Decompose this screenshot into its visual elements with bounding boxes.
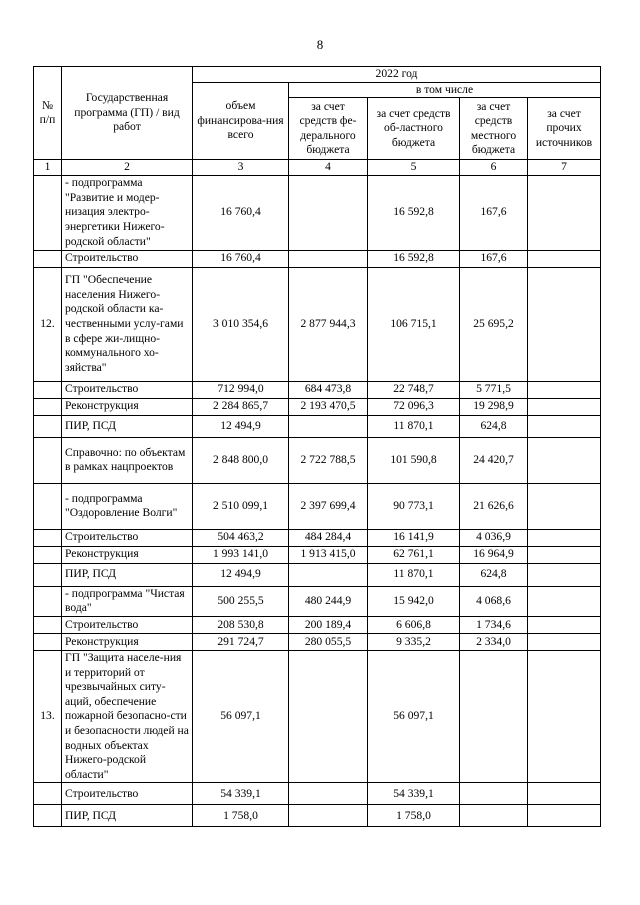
table-row xyxy=(34,529,601,546)
cell-other xyxy=(528,546,601,563)
row-number xyxy=(34,586,62,616)
header-local: за счет средств местного бюджета xyxy=(460,98,528,160)
row-name: - подпрограмма "Оздоровление Волги" xyxy=(62,483,193,529)
cell-total: 291 724,7 xyxy=(193,633,289,650)
header-num: № п/п xyxy=(34,67,62,160)
row-number xyxy=(34,546,62,563)
cell-total: 16 760,4 xyxy=(193,250,289,267)
cell-total: 2 848 800,0 xyxy=(193,437,289,483)
cell-total: 1 993 141,0 xyxy=(193,546,289,563)
column-number: 7 xyxy=(528,160,601,176)
cell-local: 167,6 xyxy=(460,250,528,267)
row-number xyxy=(34,805,62,827)
cell-local: 24 420,7 xyxy=(460,437,528,483)
cell-other xyxy=(528,586,601,616)
cell-local: 25 695,2 xyxy=(460,267,528,381)
header-other: за счет прочих источников xyxy=(528,98,601,160)
budget-table xyxy=(33,66,601,827)
cell-local: 21 626,6 xyxy=(460,483,528,529)
row-number xyxy=(34,381,62,398)
cell-local: 624,8 xyxy=(460,563,528,586)
cell-total: 2 284 865,7 xyxy=(193,398,289,415)
cell-federal: 2 397 699,4 xyxy=(289,483,368,529)
cell-regional: 54 339,1 xyxy=(368,783,460,805)
cell-other xyxy=(528,805,601,827)
cell-other xyxy=(528,563,601,586)
row-number xyxy=(34,633,62,650)
cell-federal: 1 913 415,0 xyxy=(289,546,368,563)
table-row xyxy=(34,616,601,633)
cell-federal: 2 877 944,3 xyxy=(289,267,368,381)
cell-regional: 1 758,0 xyxy=(368,805,460,827)
cell-regional: 16 592,8 xyxy=(368,175,460,250)
table-row xyxy=(34,175,601,250)
row-number xyxy=(34,616,62,633)
cell-regional: 72 096,3 xyxy=(368,398,460,415)
cell-other xyxy=(528,381,601,398)
row-name: Реконструкция xyxy=(62,398,193,415)
cell-federal xyxy=(289,563,368,586)
column-number: 5 xyxy=(368,160,460,176)
cell-local: 5 771,5 xyxy=(460,381,528,398)
header-year: 2022 год xyxy=(193,67,601,83)
column-number: 2 xyxy=(62,160,193,176)
row-number: 12. xyxy=(34,267,62,381)
row-name: Справочно: по объектам в рамках нацпроектов xyxy=(62,437,193,483)
table-row xyxy=(34,415,601,437)
cell-federal: 484 284,4 xyxy=(289,529,368,546)
table-row xyxy=(34,805,601,827)
table-row xyxy=(34,546,601,563)
cell-regional: 9 335,2 xyxy=(368,633,460,650)
table-row xyxy=(34,650,601,782)
table-row xyxy=(34,398,601,415)
row-name: Строительство xyxy=(62,381,193,398)
cell-local: 1 734,6 xyxy=(460,616,528,633)
cell-regional: 56 097,1 xyxy=(368,650,460,782)
column-number: 4 xyxy=(289,160,368,176)
table-row xyxy=(34,267,601,381)
cell-other xyxy=(528,398,601,415)
cell-local xyxy=(460,805,528,827)
cell-regional: 90 773,1 xyxy=(368,483,460,529)
table-row xyxy=(34,586,601,616)
cell-local xyxy=(460,650,528,782)
cell-other xyxy=(528,267,601,381)
header-including: в том числе xyxy=(289,82,601,98)
cell-other xyxy=(528,633,601,650)
cell-federal: 2 193 470,5 xyxy=(289,398,368,415)
row-name: ГП "Обеспечение населения Нижего-родской области ка-чественными услу-гами в сфере жи-лищно-коммунального хо-зяйства" xyxy=(62,267,193,381)
cell-total: 12 494,9 xyxy=(193,563,289,586)
row-number xyxy=(34,437,62,483)
cell-total: 208 530,8 xyxy=(193,616,289,633)
table-row xyxy=(34,783,601,805)
column-number: 3 xyxy=(193,160,289,176)
cell-federal xyxy=(289,415,368,437)
row-name: ПИР, ПСД xyxy=(62,563,193,586)
cell-regional: 15 942,0 xyxy=(368,586,460,616)
table-row xyxy=(34,250,601,267)
row-name: Строительство xyxy=(62,529,193,546)
header-regional: за счет средств об-ластного бюджета xyxy=(368,98,460,160)
column-number: 1 xyxy=(34,160,62,176)
cell-local: 167,6 xyxy=(460,175,528,250)
cell-regional: 106 715,1 xyxy=(368,267,460,381)
cell-regional: 62 761,1 xyxy=(368,546,460,563)
cell-other xyxy=(528,175,601,250)
row-name: Реконструкция xyxy=(62,546,193,563)
row-number xyxy=(34,415,62,437)
cell-total: 500 255,5 xyxy=(193,586,289,616)
row-name: Реконструкция xyxy=(62,633,193,650)
cell-total: 712 994,0 xyxy=(193,381,289,398)
cell-local: 4 068,6 xyxy=(460,586,528,616)
row-name: Строительство xyxy=(62,616,193,633)
row-name: Строительство xyxy=(62,783,193,805)
cell-federal xyxy=(289,650,368,782)
row-name: - подпрограмма "Чистая вода" xyxy=(62,586,193,616)
table-row xyxy=(34,483,601,529)
row-name: - подпрограмма "Развитие и модер-низация электро-энергетики Нижего-родской области" xyxy=(62,175,193,250)
column-number: 6 xyxy=(460,160,528,176)
cell-federal xyxy=(289,250,368,267)
cell-total: 504 463,2 xyxy=(193,529,289,546)
row-number xyxy=(34,398,62,415)
table-row xyxy=(34,563,601,586)
cell-other xyxy=(528,529,601,546)
cell-federal: 2 722 788,5 xyxy=(289,437,368,483)
cell-other xyxy=(528,650,601,782)
cell-other xyxy=(528,483,601,529)
cell-regional: 16 141,9 xyxy=(368,529,460,546)
row-name: ГП "Защита населе-ния и территорий от чрезвычайных ситу-аций, обеспечение пожарной безопасно-сти и безопасности людей на водных объектах Нижего-родской области" xyxy=(62,650,193,782)
cell-regional: 6 606,8 xyxy=(368,616,460,633)
cell-local: 4 036,9 xyxy=(460,529,528,546)
cell-regional: 16 592,8 xyxy=(368,250,460,267)
cell-other xyxy=(528,437,601,483)
cell-regional: 101 590,8 xyxy=(368,437,460,483)
cell-total: 56 097,1 xyxy=(193,650,289,782)
cell-local xyxy=(460,783,528,805)
row-number xyxy=(34,250,62,267)
cell-federal: 280 055,5 xyxy=(289,633,368,650)
cell-total: 3 010 354,6 xyxy=(193,267,289,381)
row-number xyxy=(34,783,62,805)
header-total: объем финансирова-ния всего xyxy=(193,82,289,160)
row-number: 13. xyxy=(34,650,62,782)
cell-federal xyxy=(289,175,368,250)
table-row xyxy=(34,381,601,398)
row-number xyxy=(34,175,62,250)
cell-federal: 200 189,4 xyxy=(289,616,368,633)
cell-federal: 480 244,9 xyxy=(289,586,368,616)
cell-federal xyxy=(289,783,368,805)
cell-local: 2 334,0 xyxy=(460,633,528,650)
cell-total: 2 510 099,1 xyxy=(193,483,289,529)
row-number xyxy=(34,563,62,586)
table-row xyxy=(34,633,601,650)
row-name: Строительство xyxy=(62,250,193,267)
cell-other xyxy=(528,783,601,805)
cell-local: 19 298,9 xyxy=(460,398,528,415)
cell-local: 624,8 xyxy=(460,415,528,437)
cell-total: 1 758,0 xyxy=(193,805,289,827)
cell-local: 16 964,9 xyxy=(460,546,528,563)
cell-other xyxy=(528,250,601,267)
header-program: Государственная программа (ГП) / вид работ xyxy=(62,67,193,160)
table-row xyxy=(34,437,601,483)
row-number xyxy=(34,483,62,529)
cell-regional: 11 870,1 xyxy=(368,415,460,437)
cell-total: 16 760,4 xyxy=(193,175,289,250)
cell-federal: 684 473,8 xyxy=(289,381,368,398)
cell-other xyxy=(528,616,601,633)
cell-regional: 11 870,1 xyxy=(368,563,460,586)
cell-regional: 22 748,7 xyxy=(368,381,460,398)
cell-total: 12 494,9 xyxy=(193,415,289,437)
cell-other xyxy=(528,415,601,437)
row-name: ПИР, ПСД xyxy=(62,415,193,437)
row-number xyxy=(34,529,62,546)
cell-total: 54 339,1 xyxy=(193,783,289,805)
header-federal: за счет средств фе-дерального бюджета xyxy=(289,98,368,160)
page-number: 8 xyxy=(316,37,324,52)
cell-federal xyxy=(289,805,368,827)
row-name: ПИР, ПСД xyxy=(62,805,193,827)
